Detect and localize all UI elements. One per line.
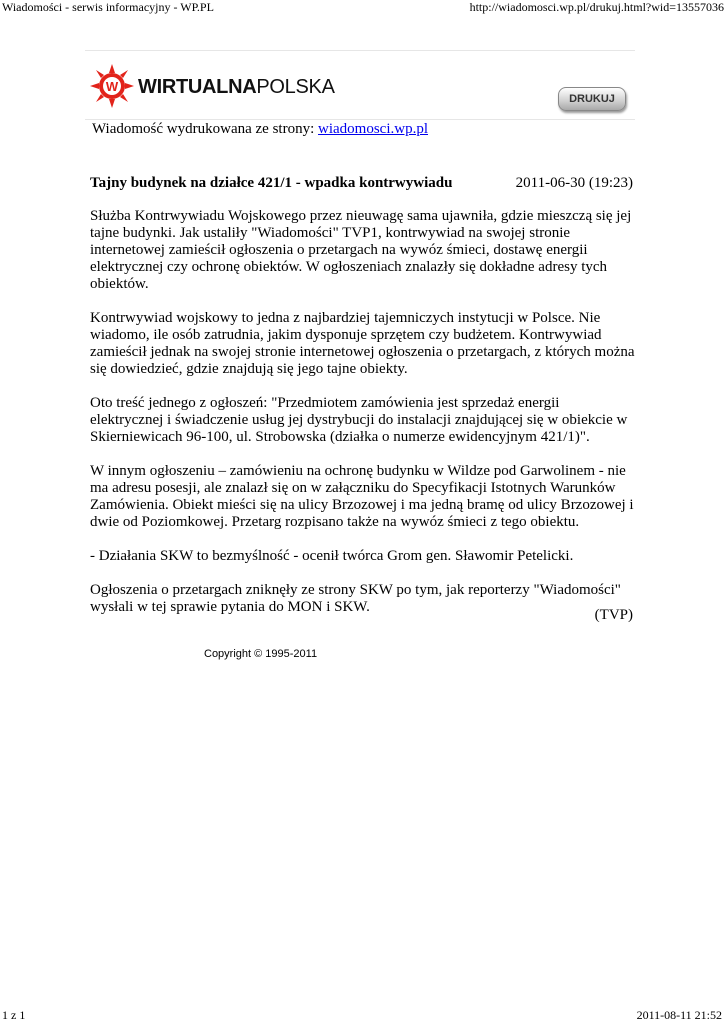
article-title: Tajny budynek na działce 421/1 - wpadka kontrwywiadu [90,175,453,191]
logo-text [138,76,335,98]
article-paragraph: W innym ogłoszeniu – zamówieniu na ochronę budynku w Wildze pod Garwolinem - nie ma adresu posesji, ale znalazł się on w załączniku do Specyfikacji Istotnych Warunków Zamówienia. Obiekt mieści się na ulicy Brzozowej i ma jedną bramę od ulicy Brzozowej i dwie od Poziomkowej. Przetarg rozpisano także na wywóz śmieci z tego obiektu. [90,463,634,530]
source-link[interactable]: wiadomosci.wp.pl [318,121,429,137]
logo-text-light: POLSKA [256,76,335,98]
source-prefix: Wiadomość wydrukowana ze strony: [92,121,319,137]
page-count: 1 z 1 [2,1008,26,1022]
source-line [92,120,428,138]
banner [85,50,635,120]
article-source: (TVP) [594,607,633,623]
sun-logo-icon [90,64,134,108]
article-date: 2011-06-30 (19:23) [515,175,633,191]
copyright: Copyright © 1995-2011 [204,648,318,660]
logo-text-bold: WIRTUALNA [138,76,257,98]
printed-at: 2011-08-11 21:52 [636,1008,722,1022]
wp-logo[interactable] [90,64,350,108]
print-footer [0,1008,724,1024]
print-header [0,0,724,16]
logo-mark: W [105,79,119,94]
article-paragraph: Służba Kontrwywiadu Wojskowego przez nieuwagę sama ujawniła, gdzie mieszczą się jej tajne budynki. Jak ustaliły "Wiadomości" TVP1, kontrwywiad na swojej stronie internetowej zamieścił ogłoszenia o przetargach na wywóz śmieci, dostawę energii elektrycznej czy ochronę obiektów. W ogłoszeniach znalazły się dokładne adresy tych obiektów. [90,208,632,292]
article-paragraph: Oto treść jednego z ogłoszeń: "Przedmiotem zamówienia jest sprzedaż energii elektrycznej i świadczenie usług jej dystrybucji do instalacji znajdującej się w obiekcie w Skierniewicach 96-100, ul. Strobowska (działka o numerze ewidencyjnym 421/1)". [90,395,628,445]
article-paragraph: Ogłoszenia o przetargach zniknęły ze strony SKW po tym, jak reporterzy "Wiadomości" wysłali w tej sprawie pytania do MON i SKW. [90,582,621,615]
print-page-title: Wiadomości - serwis informacyjny - WP.PL [2,0,214,14]
article-paragraph: - Działania SKW to bezmyślność - ocenił twórca Grom gen. Sławomir Petelicki. [90,548,574,564]
print-button[interactable]: DRUKUJ [558,87,626,111]
article-paragraph: Kontrwywiad wojskowy to jedna z najbardziej tajemniczych instytucji w Polsce. Nie wiadomo, ile osób zatrudnia, jakim dysponuje sprzętem czy budżetem. Kontrwywiad zamieścił jednak na swojej stronie internetowej ogłoszenia o przetargach, z których można się dowiedzieć, gdzie znajdują się jego tajne obiekty. [90,310,635,377]
print-url: http://wiadomosci.wp.pl/drukuj.html?wid=13557036 [469,0,724,14]
article-body [90,208,636,633]
